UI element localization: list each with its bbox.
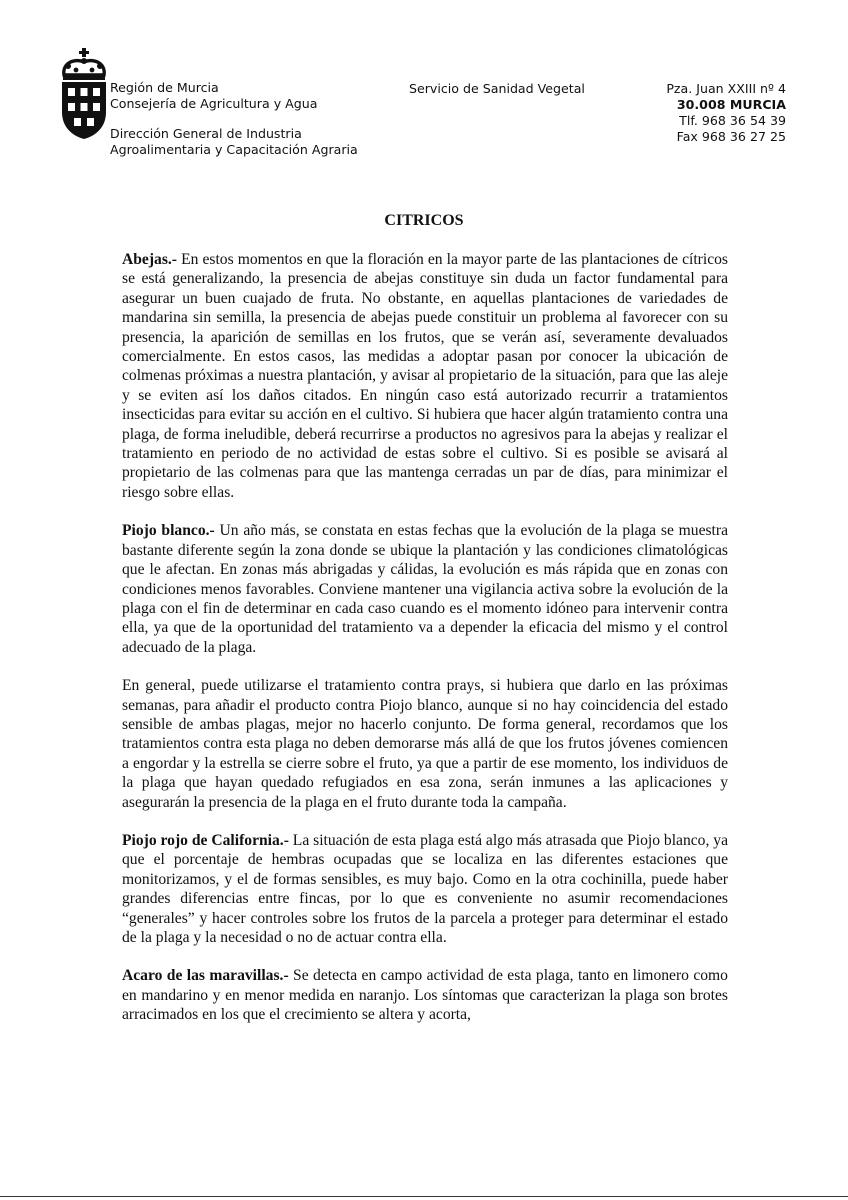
document-body <box>122 250 728 1044</box>
region-crest-logo <box>58 48 110 140</box>
page-bottom-rule <box>0 1196 848 1197</box>
section-text: En estos momentos en que la floración en la mayor parte de las plantaciones de cítricos se está generalizando, la presencia de abejas constituye sin duda un factor fundamental para asegurar un buen cuajado de fruta. No obstante, en aquellas plantaciones de variedades de mandarina sin semilla, la presencia de abejas puede constituir un problema al favorecer con su presencia, la aparición de semillas en los frutos, que se verán así, severamente devaluados comercialmente. En estos casos, las medidas a adoptar pasan por conocer la ubicación de colmenas próximas a nuestra plantación, y avisar al propietario de la situación, para que las aleje y se eviten así los daños citados. En ningún caso está autorizado recurrir a tratamientos insecticidas para evitar su acción en el cultivo. Si hubiera que hacer algún tratamiento contra una plaga, de forma ineludible, deberá recurrirse a productos no agresivos para la abejas y realizar el tratamiento en periodo de no actividad de estas sobre el cultivo. Si es posible se avisará al propietario de las colmenas para que las mantenga cerradas un par de días, para minimizar el riesgo sobre ellas. <box>122 251 728 501</box>
section-piojo-rojo <box>122 831 728 947</box>
section-heading: Abejas.- <box>122 251 178 268</box>
section-piojo-blanco-cont <box>122 676 728 812</box>
phone-number: Tlf. 968 36 54 39 <box>679 113 786 128</box>
org-line-directorate: Dirección General de Industria <box>110 126 302 141</box>
section-heading: Acaro de las maravillas.- <box>122 967 289 985</box>
address-city: 30.008 MURCIA <box>676 97 786 112</box>
address-block <box>666 81 786 145</box>
section-piojo-blanco <box>122 521 728 657</box>
section-text: La situación de esta plaga está algo más atrasada que Piojo blanco, ya que el porcentaje de hembras ocupadas que se localiza en las diferentes estaciones que monitorizamos, y el de formas sensibles, es muy bajo. Como en la otra cochinilla, puede haber grandes diferencias entre fincas, por lo que es conveniente no asumir recomendaciones “generales” y hacer controles sobre los frutos de la parcela a proteger para determinar el estado de la plaga y la necesidad o no de actuar contra ella. <box>122 831 729 946</box>
org-line-directorate-cont: Agroalimentaria y Capacitación Agraria <box>110 142 358 157</box>
organization-block <box>110 80 358 158</box>
section-acaro <box>122 966 728 1024</box>
section-heading: Piojo blanco.- <box>122 522 215 540</box>
fax-number: Fax 968 36 27 25 <box>676 129 786 144</box>
section-text: Un año más, se constata en estas fechas que la evolución de la plaga se muestra bastante diferente según la zona donde se ubique la plantación y las condiciones climatológicas que le afectan. En zonas más abrigadas y cálidas, la evolución es más rápida que en zonas con condiciones menos favorables. Conviene mantener una vigilancia activa sobre la evolución de la plaga con el fin de determinar en cada caso cuando es el momento idóneo para intervenir contra ella, ya que de la oportunidad del tratamiento va a depender la eficacia del mismo y el control adecuado de la plaga. <box>122 522 728 656</box>
section-text: Se detecta en campo actividad de esta plaga, tanto en limonero como en mandarino y en menor medida en naranjo. Los síntomas que caracterizan la plaga son brotes arracimados en los que el crecimiento se altera y acorta, <box>122 967 728 1024</box>
section-text: En general, puede utilizarse el tratamiento contra prays, si hubiera que darlo en las próximas semanas, para añadir el producto contra Piojo blanco, aunque si no hay coincidencia del estado sensible de ambas plagas, mejor no hacerlo conjunto. De forma general, recordamos que los tratamientos contra esta plaga no deben demorarse más allá de que los frutos jóvenes comiencen a engordar y la estrella se cierre sobre el fruto, ya que a partir de ese momento, los individuos de la plaga que hayan quedado refugiados en esa zona, serán inmunes a las aplicaciones y asegurarán la presencia de la plaga en el fruto durante toda la campaña. <box>122 677 728 811</box>
address-street: Pza. Juan XXIII nº 4 <box>666 81 786 96</box>
service-name: Servicio de Sanidad Vegetal <box>409 81 585 96</box>
org-line-region: Región de Murcia <box>110 80 219 95</box>
org-line-ministry: Consejería de Agricultura y Agua <box>110 96 318 111</box>
section-heading: Piojo rojo de California.- <box>122 831 289 849</box>
document-title: CITRICOS <box>384 212 464 229</box>
section-abejas <box>122 250 728 502</box>
